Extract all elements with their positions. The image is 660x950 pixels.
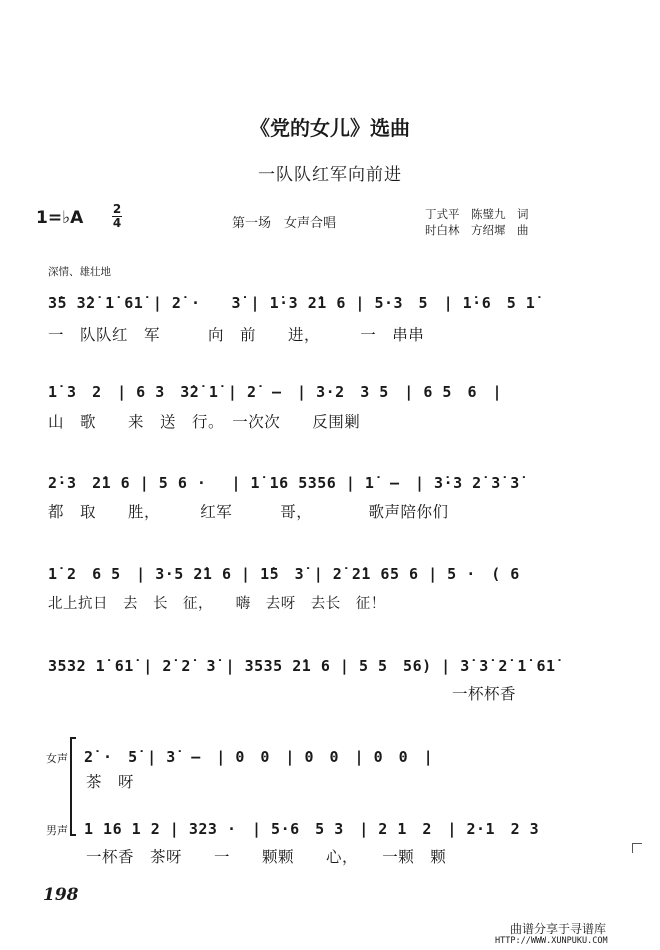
male-lyric-row: 一杯香 茶呀 一 颗颗 心， 一颗 颗 (86, 848, 447, 866)
notation-row: 1̇ 3 2 | 6 3 3̇2̇ 1̇ | 2̇ — | 3·2 3 5 | 6 5 6 | (48, 383, 503, 401)
notation-row: 3532 1̇ 61̇ | 2̇ 2̇ 3̇ | 3535 2̇1 6 | 5 5 56) | 3̇ 3̇ 2̇ 1̇ 61̇ (48, 657, 556, 675)
notation-row: 2̇·3 2̇1 6 | 5 6 · | 1̇ 16 5356 | 1̇ — | 3̇·3 2̇ 3̇ 3̇ (48, 474, 520, 492)
page-number: 198 (43, 885, 79, 905)
system-bracket (70, 737, 76, 836)
composer-credit: 时白林 方绍墀 曲 (425, 223, 529, 237)
female-lyric-row: 茶 呀 (86, 773, 135, 791)
male-voice-label: 男声 (46, 824, 68, 837)
tempo-marking: 深情、雄壮地 (48, 266, 111, 278)
time-signature-top: 2 (112, 202, 122, 216)
watermark-text: 曲谱分享于寻谱库 (510, 922, 607, 936)
lyric-row: 一 队队红 军 向 前 进， 一 串串 (48, 326, 425, 344)
male-notation-row: 1 16 1 2 | 323 · | 5·6 5 3 | 2 1 2 | 2·1 2 3 (84, 820, 540, 838)
lyric-row: 都 取 胜， 红军 哥， 歌声陪你们 (48, 503, 449, 521)
time-signature-bottom: 4 (112, 216, 122, 230)
female-notation-row: 2̇ · 5̇ | 3̇ — | 0 0 | 0 0 | 0 0 | (84, 748, 434, 766)
notation-row: 3̇5 3̇2̇ 1̇ 61̇ | 2̇ · 3̇ | 1̇·3 2̇1 6 | 5·3 5 | 1̇·6 5 1̇ (48, 294, 536, 312)
song-subtitle: 一队队红军向前进 (258, 165, 402, 185)
lyric-row: 北上抗日 去 长 征， 嗨 去呀 去长 征！ (48, 596, 386, 612)
time-signature (112, 203, 122, 230)
watermark-url: HTTP://WWW.XUNPUKU.COM (495, 936, 608, 946)
key-signature: 1=♭A (36, 208, 84, 228)
lyric-row: 一杯杯香 (452, 685, 517, 703)
female-voice-label: 女声 (46, 752, 68, 765)
lyric-row: 山 歌 来 送 行。 一次次 反围剿 (48, 413, 361, 431)
page-title: 《党的女儿》选曲 (250, 116, 410, 140)
notation-row: 1̇ 2 6 5 | 3·5 2̇1 6 | 1̇5 3̇ | 2̇ 2̇1 65 6 | 5 · ( 6 (48, 565, 520, 583)
crop-mark (632, 843, 642, 853)
lyricist-credit: 丁式平 陈璧九 词 (425, 207, 529, 221)
scene-label: 第一场 女声合唱 (232, 216, 337, 231)
